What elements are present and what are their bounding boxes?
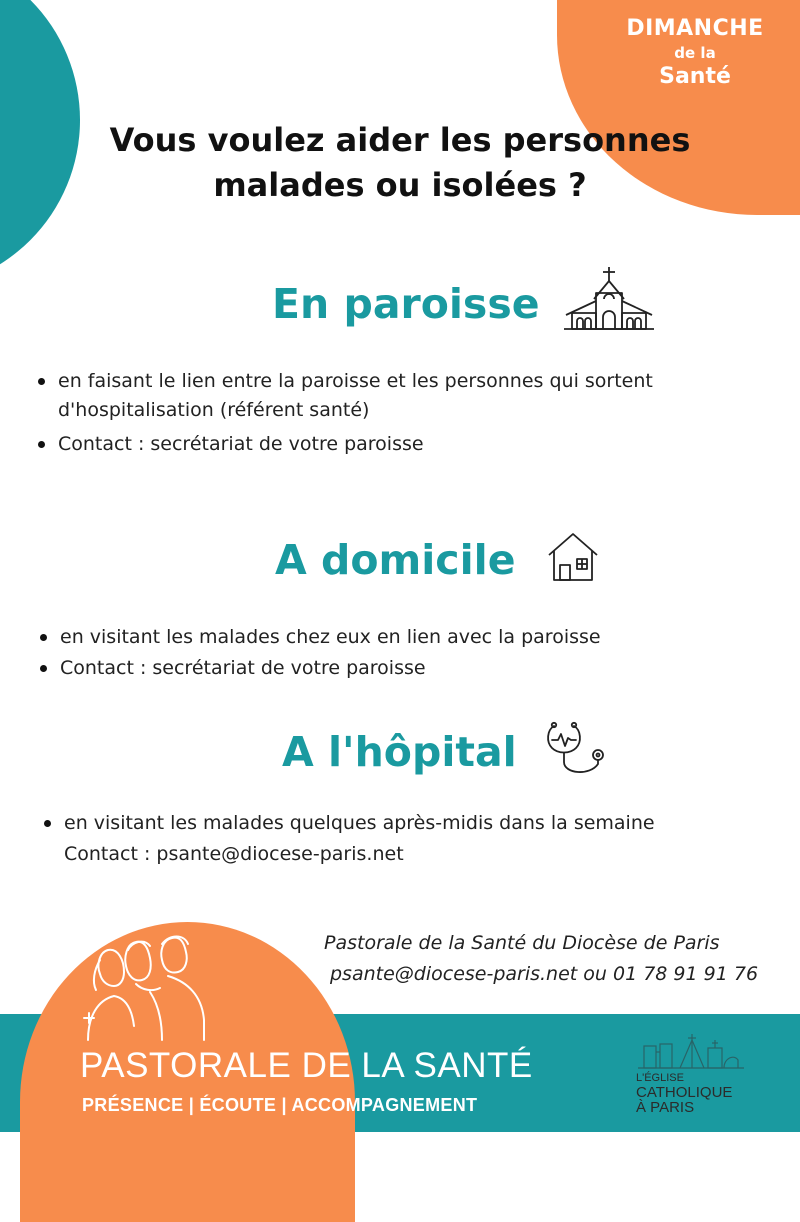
church-icon xyxy=(564,265,654,333)
page-title xyxy=(40,118,760,209)
bullet-dot xyxy=(38,378,45,385)
bullet-text: Contact : secrétariat de votre paroisse xyxy=(58,433,424,455)
bullet-text: en faisant le lien entre la paroisse et les personnes qui sortent d'hospitalisation (référent santé) xyxy=(58,370,653,421)
section-title-hopital: A l'hôpital xyxy=(282,728,517,776)
diocese-line3: À PARIS xyxy=(636,1099,695,1116)
house-icon xyxy=(547,531,599,583)
badge-line2: de la xyxy=(674,44,716,62)
bullet-dot xyxy=(40,634,47,641)
list-item xyxy=(38,623,738,652)
caregivers-illustration-icon xyxy=(78,930,218,1042)
list-item xyxy=(36,430,736,459)
footer-subtitle: PRÉSENCE | ÉCOUTE | ACCOMPAGNEMENT xyxy=(82,1095,478,1115)
bullet-text: en visitant les malades chez eux en lien avec la paroisse xyxy=(60,626,601,648)
diocese-logo-text xyxy=(636,1073,732,1115)
badge-line1: DIMANCHE xyxy=(626,16,764,41)
bullet-dot xyxy=(40,665,47,672)
list-item xyxy=(36,367,736,424)
bullet-dot xyxy=(44,820,51,827)
bullet-text: en visitant les malades quelques après-midis dans la semaine xyxy=(64,812,655,834)
paroisse-bullet-list xyxy=(36,367,736,459)
diocese-line2: CATHOLIQUE xyxy=(636,1084,733,1101)
section-title-domicile: A domicile xyxy=(275,536,516,584)
diocese-line1: L'ÉGLISE xyxy=(636,1072,684,1084)
footer-title: PASTORALE DE LA SANTÉ xyxy=(80,1046,533,1085)
badge-line3: Santé xyxy=(659,64,731,89)
hopital-bullet-list xyxy=(42,809,762,868)
event-badge xyxy=(600,16,790,89)
section-title-paroisse: En paroisse xyxy=(272,280,540,328)
bullet-text: Contact : psante@diocese-paris.net xyxy=(64,842,404,865)
contact-signature xyxy=(300,928,790,990)
domicile-bullet-list xyxy=(38,623,738,682)
list-item xyxy=(38,654,738,683)
headline-line1: Vous voulez aider les personnes xyxy=(109,121,691,159)
list-item xyxy=(42,840,762,869)
signature-line1: Pastorale de la Santé du Diocèse de Paris xyxy=(324,932,720,954)
bullet-dot xyxy=(38,441,45,448)
signature-line2: psante@diocese-paris.net ou 01 78 91 91 76 xyxy=(330,962,759,985)
headline-line2: malades ou isolées ? xyxy=(213,166,587,205)
list-item xyxy=(42,809,762,838)
stethoscope-icon xyxy=(544,720,612,780)
bullet-text: Contact : secrétariat de votre paroisse xyxy=(60,656,426,679)
